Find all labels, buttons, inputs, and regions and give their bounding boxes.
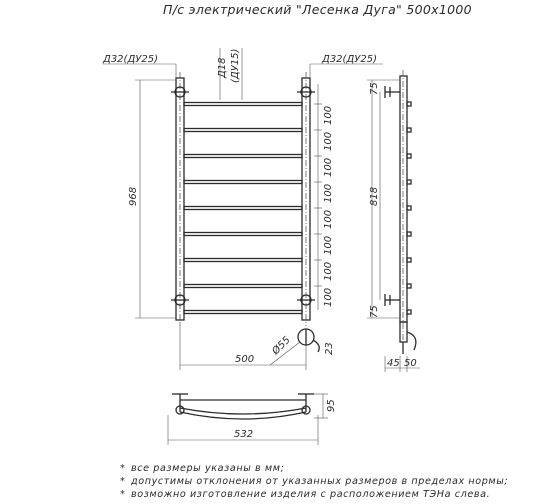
rung [184,207,302,210]
rung [184,103,302,106]
rung-step-label: 100 [323,157,334,177]
side-rung-end [407,128,411,132]
side-rung-end [407,102,411,106]
rung [184,285,302,288]
rung [184,233,302,236]
rungs [184,103,302,314]
rung [184,181,302,184]
dim-45: 45 [387,358,400,369]
top-view [172,394,314,419]
dim-depth-95: 95 [326,399,337,412]
top-dimensions [168,394,337,445]
side-rung-end [407,310,411,314]
drawing-title: П/с электрический "Лесенка Дуга" 500х1000 [163,2,472,17]
rung-step-label: 100 [323,183,334,203]
label-du15: (ДУ15) [230,48,241,83]
bracket-side-bottom [385,294,400,306]
rung-step-label: 100 [323,131,334,151]
label-d18: Д18 [217,57,228,78]
note-3: возможно изготовление изделия с расположением ТЭНа слева. [131,489,491,500]
dim-height-total: 968 [128,186,139,206]
note-bullet: * [120,476,126,487]
dim-23: 23 [324,342,335,355]
side-rung-end [407,284,411,288]
dim-height-side: 818 [369,186,380,206]
side-rung-end [407,232,411,236]
rung [184,259,302,262]
heater-side [400,322,416,354]
side-rung-end [407,258,411,262]
note-bullet: * [120,489,126,500]
note-1: все размеры указаны в мм; [131,463,285,474]
dim-offset-bottom: 75 [369,305,380,318]
side-rung-end [407,206,411,210]
label-pipe-left: Д32(ДУ25) [103,54,158,65]
top-bracket-left [172,394,188,414]
side-rung-end [407,154,411,158]
rung [184,129,302,132]
dim-width-532: 532 [234,429,254,440]
side-rung-end [407,180,411,184]
rung-step-label: 100 [323,287,334,307]
rung-step-labels [314,104,334,307]
rung-step-label: 100 [323,261,334,281]
dim-50: 50 [404,358,417,369]
heater-element [298,329,319,352]
note-bullet: * [120,463,126,474]
note-2: допустимы отклонения от указанных размеров в пределах нормы; [131,476,509,487]
rung-step-label: 100 [323,105,334,125]
notes [120,463,508,500]
rung-step-label: 100 [323,209,334,229]
rung [184,155,302,158]
side-view [385,70,416,354]
side-pipe [400,76,407,322]
dim-offset-top: 75 [369,82,380,95]
rung [184,311,302,314]
side-dimensions [367,80,420,372]
rung-step-label: 100 [323,235,334,255]
front-view [171,72,319,352]
bracket-side-top [385,86,400,98]
label-pipe-right: Д32(ДУ25) [322,54,377,65]
top-bracket-right [298,394,314,414]
dim-width-500: 500 [235,354,255,365]
dim-heater-diameter: Ø55 [270,334,293,358]
